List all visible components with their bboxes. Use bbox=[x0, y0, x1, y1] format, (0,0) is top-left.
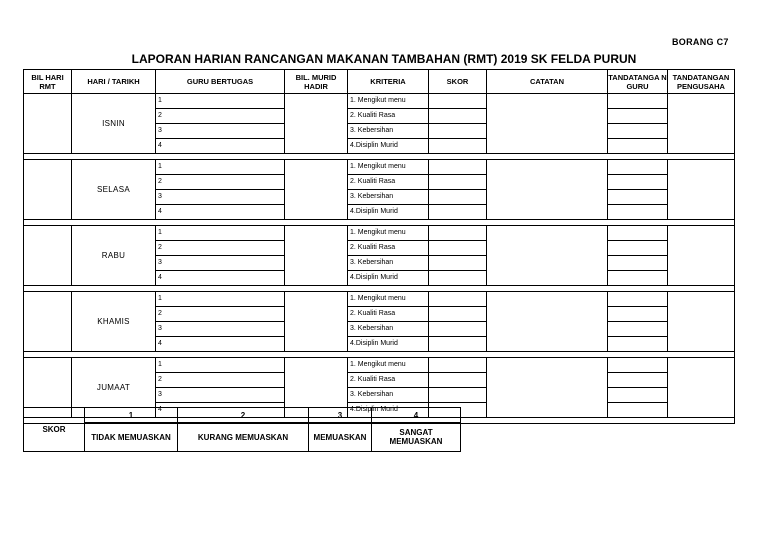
header-tandatangan-pengusaha: TANDATANGAN PENGUSAHA bbox=[668, 70, 735, 94]
table-row bbox=[24, 94, 735, 109]
guru-bertugas-cell[interactable]: 2 bbox=[156, 109, 285, 124]
kriteria-cell: 2. Kualiti Rasa bbox=[348, 373, 429, 388]
tandatangan-guru-cell[interactable] bbox=[608, 160, 668, 175]
guru-bertugas-cell[interactable]: 4 bbox=[156, 403, 285, 418]
table-row bbox=[24, 226, 735, 241]
tandatangan-guru-cell[interactable] bbox=[608, 190, 668, 205]
bil-hari-cell[interactable] bbox=[24, 94, 72, 154]
guru-bertugas-cell[interactable]: 4 bbox=[156, 271, 285, 286]
bil-murid-cell[interactable] bbox=[285, 292, 348, 352]
tandatangan-guru-cell[interactable] bbox=[608, 271, 668, 286]
kriteria-cell: 2. Kualiti Rasa bbox=[348, 241, 429, 256]
catatan-cell[interactable] bbox=[487, 160, 608, 220]
skor-cell[interactable] bbox=[429, 226, 487, 241]
skor-cell[interactable] bbox=[429, 388, 487, 403]
skor-cell[interactable] bbox=[429, 205, 487, 220]
score-num-2: 2 bbox=[178, 408, 309, 423]
guru-bertugas-cell[interactable]: 2 bbox=[156, 175, 285, 190]
score-num-1: 1 bbox=[85, 408, 178, 423]
tandatangan-guru-cell[interactable] bbox=[608, 241, 668, 256]
tandatangan-guru-cell[interactable] bbox=[608, 109, 668, 124]
skor-cell[interactable] bbox=[429, 358, 487, 373]
skor-cell[interactable] bbox=[429, 292, 487, 307]
bil-murid-cell[interactable] bbox=[285, 160, 348, 220]
day-cell: KHAMIS bbox=[72, 292, 156, 352]
skor-cell[interactable] bbox=[429, 109, 487, 124]
tandatangan-guru-cell[interactable] bbox=[608, 124, 668, 139]
header-hari-tarikh: HARI / TARIKH bbox=[72, 70, 156, 94]
table-row bbox=[24, 292, 735, 307]
kriteria-cell: 3. Kebersihan bbox=[348, 256, 429, 271]
header-skor: SKOR bbox=[429, 70, 487, 94]
header-guru-bertugas: GURU BERTUGAS bbox=[156, 70, 285, 94]
skor-cell[interactable] bbox=[429, 307, 487, 322]
skor-cell[interactable] bbox=[429, 373, 487, 388]
skor-cell[interactable] bbox=[429, 124, 487, 139]
bil-hari-cell[interactable] bbox=[24, 160, 72, 220]
kriteria-cell: 4.Disiplin Murid bbox=[348, 139, 429, 154]
kriteria-cell: 1. Mengikut menu bbox=[348, 292, 429, 307]
tandatangan-guru-cell[interactable] bbox=[608, 388, 668, 403]
day-cell: ISNIN bbox=[72, 94, 156, 154]
header-bil-hari: BIL HARI RMT bbox=[24, 70, 72, 94]
kriteria-cell: 3. Kebersihan bbox=[348, 190, 429, 205]
tandatangan-guru-cell[interactable] bbox=[608, 205, 668, 220]
catatan-cell[interactable] bbox=[487, 358, 608, 418]
day-cell: SELASA bbox=[72, 160, 156, 220]
guru-bertugas-cell[interactable]: 1 bbox=[156, 292, 285, 307]
guru-bertugas-cell[interactable]: 2 bbox=[156, 307, 285, 322]
kriteria-cell: 3. Kebersihan bbox=[348, 124, 429, 139]
kriteria-cell: 1. Mengikut menu bbox=[348, 226, 429, 241]
score-text-2: KURANG MEMUASKAN bbox=[178, 423, 309, 452]
kriteria-cell: 2. Kualiti Rasa bbox=[348, 109, 429, 124]
header-catatan: CATATAN bbox=[487, 70, 608, 94]
tandatangan-guru-cell[interactable] bbox=[608, 94, 668, 109]
tandatangan-pengusaha-cell[interactable] bbox=[668, 226, 735, 286]
tandatangan-guru-cell[interactable] bbox=[608, 256, 668, 271]
skor-cell[interactable] bbox=[429, 139, 487, 154]
guru-bertugas-cell[interactable]: 3 bbox=[156, 124, 285, 139]
score-legend-table bbox=[23, 407, 461, 452]
kriteria-cell: 4.Disiplin Murid bbox=[348, 337, 429, 352]
tandatangan-guru-cell[interactable] bbox=[608, 358, 668, 373]
kriteria-cell: 1. Mengikut menu bbox=[348, 94, 429, 109]
guru-bertugas-cell[interactable]: 4 bbox=[156, 139, 285, 154]
guru-bertugas-cell[interactable]: 4 bbox=[156, 337, 285, 352]
kriteria-cell: 2. Kualiti Rasa bbox=[348, 175, 429, 190]
guru-bertugas-cell[interactable]: 4 bbox=[156, 205, 285, 220]
document-title: LAPORAN HARIAN RANCANGAN MAKANAN TAMBAHAN (RMT) 2019 SK FELDA PURUN bbox=[131, 52, 637, 66]
guru-bertugas-cell[interactable]: 3 bbox=[156, 322, 285, 337]
score-text-4: SANGAT MEMUASKAN bbox=[372, 423, 461, 452]
kriteria-cell: 1. Mengikut menu bbox=[348, 160, 429, 175]
guru-bertugas-cell[interactable]: 1 bbox=[156, 358, 285, 373]
tandatangan-guru-cell[interactable] bbox=[608, 337, 668, 352]
bil-murid-cell[interactable] bbox=[285, 94, 348, 154]
skor-cell[interactable] bbox=[429, 94, 487, 109]
tandatangan-guru-cell[interactable] bbox=[608, 373, 668, 388]
skor-cell[interactable] bbox=[429, 256, 487, 271]
kriteria-cell: 3. Kebersihan bbox=[348, 322, 429, 337]
tandatangan-guru-cell[interactable] bbox=[608, 307, 668, 322]
day-cell: JUMAAT bbox=[72, 358, 156, 418]
tandatangan-guru-cell[interactable] bbox=[608, 175, 668, 190]
form-code: BORANG C7 bbox=[672, 37, 729, 47]
score-text-row bbox=[24, 423, 461, 452]
daily-report-table bbox=[23, 69, 735, 424]
tandatangan-guru-cell[interactable] bbox=[608, 226, 668, 241]
header-row bbox=[24, 70, 735, 94]
tandatangan-pengusaha-cell[interactable] bbox=[668, 358, 735, 418]
skor-cell[interactable] bbox=[429, 337, 487, 352]
skor-cell[interactable] bbox=[429, 175, 487, 190]
tandatangan-guru-cell[interactable] bbox=[608, 403, 668, 418]
guru-bertugas-cell[interactable]: 3 bbox=[156, 388, 285, 403]
score-num-4: 4 bbox=[372, 408, 461, 423]
header-tandatangan-guru: TANDATANGA N GURU bbox=[608, 70, 668, 94]
skor-cell[interactable] bbox=[429, 271, 487, 286]
score-text-1: TIDAK MEMUASKAN bbox=[85, 423, 178, 452]
kriteria-cell: 3. Kebersihan bbox=[348, 388, 429, 403]
tandatangan-guru-cell[interactable] bbox=[608, 139, 668, 154]
tandatangan-pengusaha-cell[interactable] bbox=[668, 292, 735, 352]
guru-bertugas-cell[interactable]: 1 bbox=[156, 94, 285, 109]
score-number-row bbox=[24, 408, 461, 423]
guru-bertugas-cell[interactable]: 2 bbox=[156, 373, 285, 388]
catatan-cell[interactable] bbox=[487, 292, 608, 352]
guru-bertugas-cell[interactable]: 1 bbox=[156, 226, 285, 241]
guru-bertugas-cell[interactable]: 3 bbox=[156, 190, 285, 205]
kriteria-cell: 4.Disiplin Murid bbox=[348, 271, 429, 286]
skor-cell[interactable] bbox=[429, 190, 487, 205]
guru-bertugas-cell[interactable]: 3 bbox=[156, 256, 285, 271]
day-cell: RABU bbox=[72, 226, 156, 286]
kriteria-cell: 2. Kualiti Rasa bbox=[348, 307, 429, 322]
bil-murid-cell[interactable] bbox=[285, 226, 348, 286]
score-label: SKOR bbox=[24, 408, 85, 452]
bil-hari-cell[interactable] bbox=[24, 226, 72, 286]
table-row bbox=[24, 160, 735, 175]
score-text-3: MEMUASKAN bbox=[309, 423, 372, 452]
catatan-cell[interactable] bbox=[487, 226, 608, 286]
header-kriteria: KRITERIA bbox=[348, 70, 429, 94]
guru-bertugas-cell[interactable]: 1 bbox=[156, 160, 285, 175]
catatan-cell[interactable] bbox=[487, 94, 608, 154]
kriteria-cell: 1. Mengikut menu bbox=[348, 358, 429, 373]
kriteria-cell: 4.Disiplin Murid bbox=[348, 403, 429, 418]
tandatangan-pengusaha-cell[interactable] bbox=[668, 94, 735, 154]
kriteria-cell: 4.Disiplin Murid bbox=[348, 205, 429, 220]
table-row bbox=[24, 358, 735, 373]
tandatangan-guru-cell[interactable] bbox=[608, 292, 668, 307]
guru-bertugas-cell[interactable]: 2 bbox=[156, 241, 285, 256]
header-bil-murid: BIL. MURID HADIR bbox=[285, 70, 348, 94]
bil-hari-cell[interactable] bbox=[24, 292, 72, 352]
tandatangan-guru-cell[interactable] bbox=[608, 322, 668, 337]
skor-cell[interactable] bbox=[429, 160, 487, 175]
skor-cell[interactable] bbox=[429, 241, 487, 256]
score-num-3: 3 bbox=[309, 408, 372, 423]
tandatangan-pengusaha-cell[interactable] bbox=[668, 160, 735, 220]
skor-cell[interactable] bbox=[429, 322, 487, 337]
